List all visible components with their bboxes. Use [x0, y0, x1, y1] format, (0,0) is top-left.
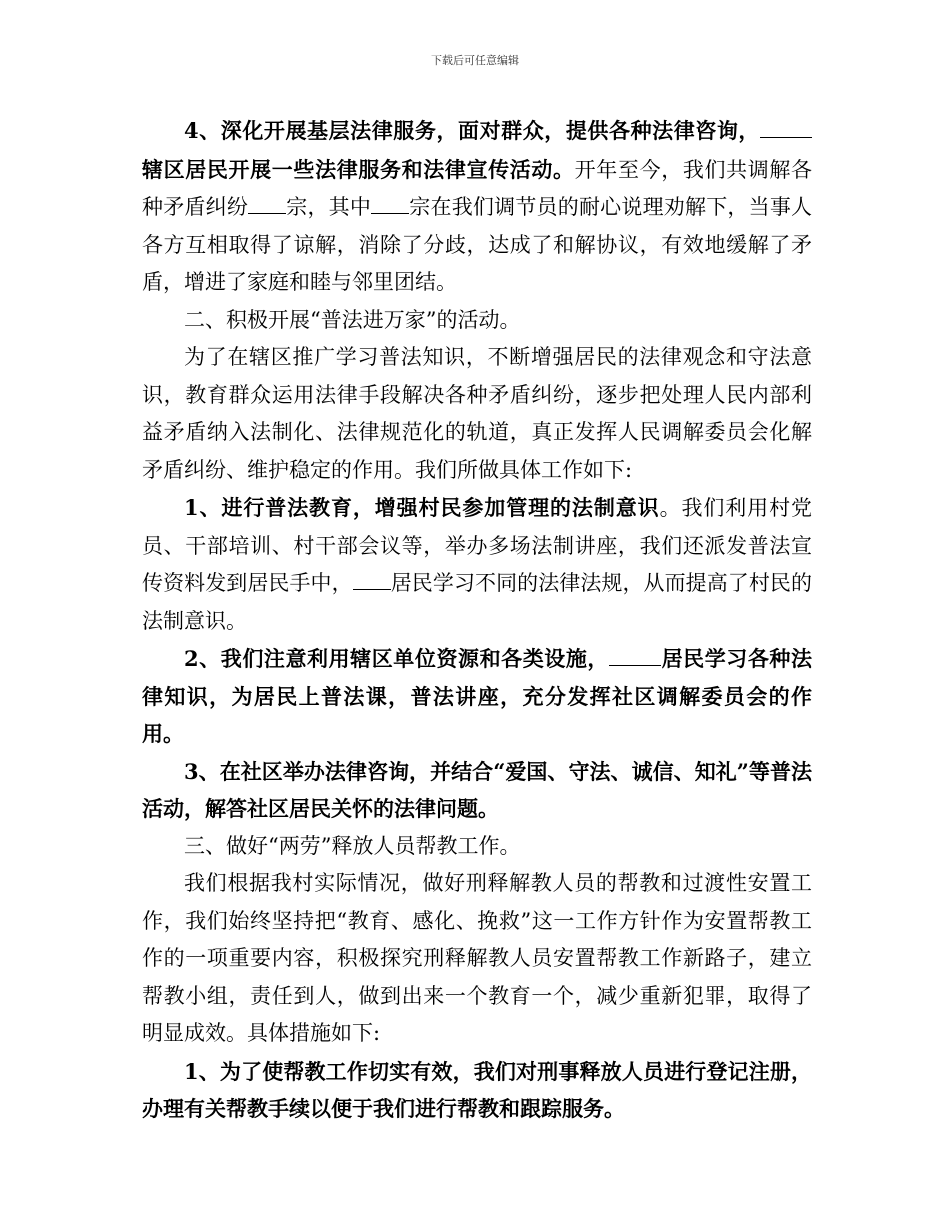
paragraph-text: 居民学习不同的法律法规，从而提高了村民的法制意识。 [142, 571, 813, 633]
document-body [142, 112, 812, 1128]
paragraph-lead: 2、我们注意利用辖区单位资源和各类设施， [184, 646, 609, 671]
paragraph-lead-cont: 居民学习各种法律知识，为居民上普法课，普法讲座，充分发挥社区调解委员会的作用。 [142, 646, 812, 746]
paragraph-lead-cont: 辖区居民开展一些法律服务和法律宣传活动。 [142, 156, 575, 182]
paragraph-legal-education [142, 489, 812, 640]
page-header: 下载后可任意编辑 [431, 54, 519, 67]
paragraph-lead: 1、进行普法教育，增强村民参加管理的法制意识 [184, 495, 660, 520]
blank-field [371, 194, 409, 214]
paragraph-registration: 1、为了使帮教工作切实有效，我们对刑事释放人员进行登记注册，办理有关帮教手续以便于我们进行帮教和跟踪服务。 [142, 1058, 812, 1121]
paragraph-text: 宗，其中 [286, 195, 372, 219]
paragraph-rehabilitation: 我们根据我村实际情况，做好刑释解教人员的帮教和过渡性安置工作，我们始终坚持把“教育、感化、挽救”这一工作方针作为安置帮教工作的一项重要内容，积极探究刑释解教人员安置帮教工作新路子，建立帮教小组，责任到人，做到出来一个教育一个，减少重新犯罪，取得了明显成效。具体措施如下: [142, 871, 812, 1045]
paragraph-consultation: 3、在社区举办法律咨询，并结合“爱国、守法、诚信、知礼”等普法活动，解答社区居民关怀的法律问题。 [142, 758, 812, 821]
paragraph-text: 宗在我们调节员的耐心说理劝解下，当事人各方互相取得了谅解，消除了分歧，达成了和解协议，有效地缓解了矛盾，增进了家庭和睦与邻里团结。 [142, 195, 813, 294]
blank-field [609, 646, 661, 666]
paragraph-text: 。我们利用村党员、干部培训、村干部会议等，举办多场法制讲座，我们还派发普法宣传资料发到居民手中， [142, 496, 812, 595]
paragraph-legal-services [142, 112, 812, 302]
blank-field [760, 118, 812, 138]
paragraph-facilities [142, 640, 812, 753]
blank-field [353, 570, 391, 590]
section-heading-2: 二、积极开展“普法进万家”的活动。 [184, 307, 521, 332]
paragraph-text: 开年至今，我们共调解各种矛盾纠纷 [142, 157, 813, 219]
paragraph-law-promotion: 为了在辖区推广学习普法知识，不断增强居民的法律观念和守法意识，教育群众运用法律手段解决各种矛盾纠纷，逐步把处理人民内部利益矛盾纳入法制化、法律规范化的轨道，真正发挥人民调解委员会化解矛盾纠纷、维护稳定的作用。我们所做具体工作如下: [142, 345, 812, 482]
paragraph-lead: 4、深化开展基层法律服务，面对群众，提供各种法律咨询， [184, 118, 760, 143]
blank-field [248, 194, 286, 214]
section-heading-3: 三、做好“两劳”释放人员帮教工作。 [184, 833, 521, 858]
